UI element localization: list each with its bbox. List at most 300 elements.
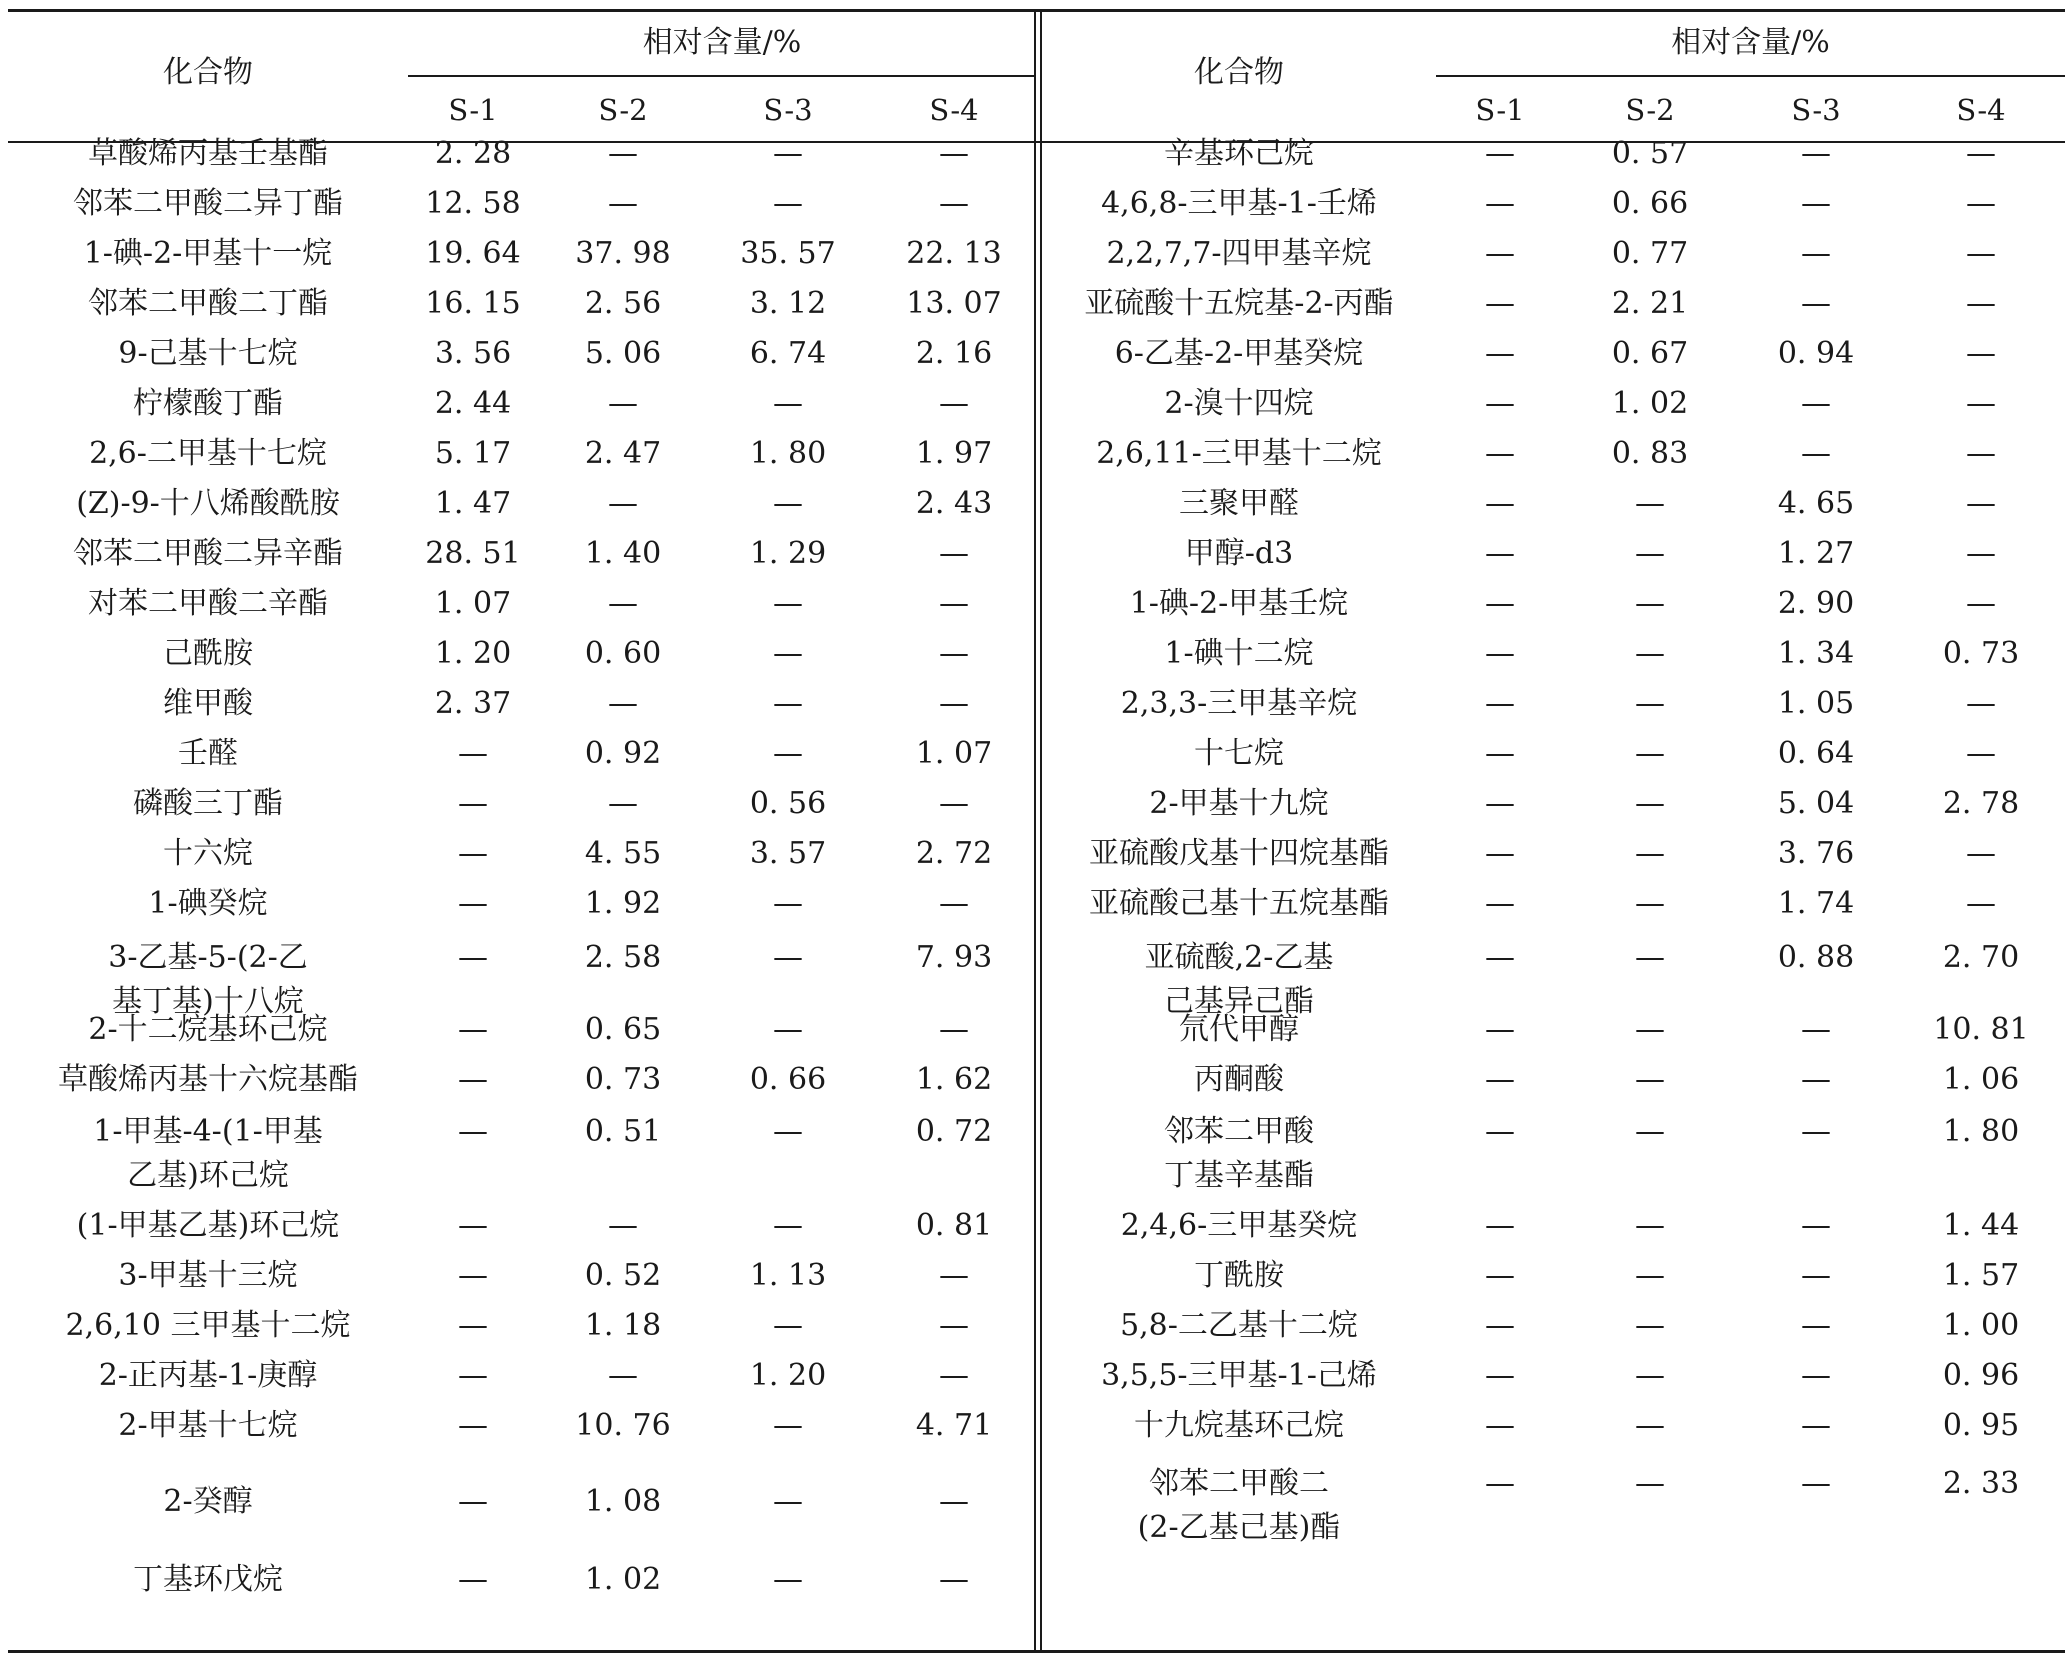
value-s4-left: 2. 72 <box>915 836 993 871</box>
compound-name-line: 1-碘癸烷 <box>148 886 268 921</box>
compound-name-right <box>1042 632 1436 676</box>
value-s3-left: — <box>773 136 803 171</box>
value-s2-right: — <box>1635 1012 1665 1047</box>
value-s4-right: — <box>1966 536 1996 571</box>
compound-name-line: 己基异己酯 <box>1164 984 1314 1019</box>
value-s2-right: — <box>1635 1258 1665 1293</box>
value-s1-left: — <box>458 1308 488 1343</box>
compound-name-right <box>1042 782 1436 826</box>
value-s3-right: 1. 27 <box>1777 536 1855 571</box>
value-s2-left: — <box>608 1358 638 1393</box>
compound-name-right <box>1042 332 1436 376</box>
compound-name-line: 邻苯二甲酸二丁酯 <box>88 286 328 321</box>
compound-name-right <box>1042 1254 1436 1298</box>
value-s1-left: — <box>458 1358 488 1393</box>
value-s3-right: — <box>1801 1208 1831 1243</box>
compound-name-line: (2-乙基己基)酯 <box>1137 1510 1341 1545</box>
compound-name-line: 2,6,11-三甲基十二烷 <box>1096 436 1382 471</box>
value-s3-left: — <box>773 386 803 421</box>
value-s4-left: 13. 07 <box>906 286 1002 321</box>
value-s2-right: 0. 83 <box>1611 436 1689 471</box>
value-s2-left: — <box>608 686 638 721</box>
value-s2-left: 0. 52 <box>584 1258 662 1293</box>
value-s1-right: — <box>1485 136 1515 171</box>
compound-name-right <box>1042 882 1436 926</box>
compound-name-left <box>8 1304 408 1348</box>
compound-name-line: 草酸烯丙基壬基酯 <box>88 136 328 171</box>
value-s4-right: — <box>1966 586 1996 621</box>
value-s2-right: — <box>1635 1114 1665 1149</box>
compound-name-line: 3-甲基十三烷 <box>118 1258 298 1293</box>
compound-name-right <box>1042 1354 1436 1398</box>
value-s1-right: — <box>1485 886 1515 921</box>
compound-name-line: 基丁基)十八烷 <box>112 984 304 1019</box>
value-s4-right: — <box>1966 136 1996 171</box>
value-s3-left: 1. 13 <box>749 1258 827 1293</box>
value-s4-left: — <box>939 786 969 821</box>
value-s1-right: — <box>1485 286 1515 321</box>
value-s3-left: — <box>773 1012 803 1047</box>
value-s3-right: — <box>1801 1408 1831 1443</box>
value-s1-right: — <box>1485 786 1515 821</box>
value-s3-right: 0. 64 <box>1777 736 1855 771</box>
compound-name-line: 邻苯二甲酸二异辛酯 <box>73 536 343 571</box>
value-s1-right: — <box>1485 1358 1515 1393</box>
compound-name-line: 十七烷 <box>1194 736 1284 771</box>
value-s4-right: 0. 73 <box>1942 636 2020 671</box>
value-s3-right: — <box>1801 436 1831 471</box>
value-s4-left: — <box>939 536 969 571</box>
value-s4-left: — <box>939 1012 969 1047</box>
compound-name-left <box>8 1204 408 1248</box>
compound-name-line: 壬醛 <box>178 736 238 771</box>
value-s1-left: — <box>458 1062 488 1097</box>
compound-name-line: 4,6,8-三甲基-1-壬烯 <box>1101 186 1377 221</box>
compound-name-left <box>8 832 408 876</box>
compound-name-line: 邻苯二甲酸二 <box>1149 1466 1329 1501</box>
compound-name-line: 丙酮酸 <box>1194 1062 1284 1097</box>
compound-name-line: 9-己基十七烷 <box>118 336 298 371</box>
compound-name-line: (Z)-9-十八烯酸酰胺 <box>76 486 340 521</box>
compound-name-right <box>1042 1204 1436 1248</box>
value-s2-right: — <box>1635 1408 1665 1443</box>
compound-name-line: 氘代甲醇 <box>1179 1012 1299 1047</box>
value-s4-right: 0. 95 <box>1942 1408 2020 1443</box>
value-s1-right: — <box>1485 1258 1515 1293</box>
value-s2-right: — <box>1635 1466 1665 1501</box>
sample-header-s3-left: S-3 <box>763 93 813 127</box>
compound-name-left <box>8 432 408 476</box>
value-s1-right: — <box>1485 486 1515 521</box>
value-s2-right: — <box>1635 736 1665 771</box>
value-s2-left: 0. 65 <box>584 1012 662 1047</box>
value-s1-right: — <box>1485 1308 1515 1343</box>
value-s1-left: 1. 20 <box>434 636 512 671</box>
sample-header-s4-left: S-4 <box>929 93 979 127</box>
value-s4-left: 22. 13 <box>906 236 1002 271</box>
value-s1-right: — <box>1485 636 1515 671</box>
value-s1-left: 12. 58 <box>425 186 521 221</box>
value-s1-left: — <box>458 886 488 921</box>
value-s4-left: 1. 07 <box>915 736 993 771</box>
compound-name-right <box>1042 232 1436 276</box>
compound-name-line: 十六烷 <box>163 836 253 871</box>
compound-name-left <box>8 1354 408 1398</box>
value-s3-left: — <box>773 1484 803 1519</box>
value-s2-left: — <box>608 386 638 421</box>
compound-name-left <box>8 382 408 426</box>
value-s4-right: — <box>1966 436 1996 471</box>
value-s2-left: 0. 51 <box>584 1114 662 1149</box>
compound-name-line: 对苯二甲酸二辛酯 <box>88 586 328 621</box>
compound-name-left <box>8 732 408 776</box>
compound-name-line: 维甲酸 <box>163 686 253 721</box>
value-s1-right: — <box>1485 436 1515 471</box>
value-s1-right: — <box>1485 1466 1515 1501</box>
value-s3-left: — <box>773 1562 803 1597</box>
value-s3-right: 2. 90 <box>1777 586 1855 621</box>
relative-content-header-right: 相对含量/% <box>1671 25 1830 60</box>
compound-name-line: 丁基环戊烷 <box>133 1562 283 1597</box>
value-s4-right: 1. 00 <box>1942 1308 2020 1343</box>
value-s4-right: — <box>1966 886 1996 921</box>
value-s2-left: 0. 73 <box>584 1062 662 1097</box>
value-s1-left: — <box>458 1012 488 1047</box>
value-s2-left: — <box>608 186 638 221</box>
value-s1-right: — <box>1485 940 1515 975</box>
compound-name-left <box>8 232 408 276</box>
compound-name-line: 亚硫酸十五烷基-2-丙酯 <box>1084 286 1394 321</box>
value-s4-left: — <box>939 686 969 721</box>
value-s2-right: — <box>1635 586 1665 621</box>
compound-name-line: 草酸烯丙基十六烷基酯 <box>58 1062 358 1097</box>
value-s2-left: 1. 18 <box>584 1308 662 1343</box>
compound-name-line: 2,6-二甲基十七烷 <box>89 436 327 471</box>
value-s1-left: 2. 28 <box>434 136 512 171</box>
value-s4-left: — <box>939 886 969 921</box>
value-s4-right: — <box>1966 186 1996 221</box>
value-s1-left: 1. 07 <box>434 586 512 621</box>
compound-name-line: 丁基辛基酯 <box>1164 1158 1314 1193</box>
value-s3-left: — <box>773 586 803 621</box>
compound-name-left <box>8 332 408 376</box>
value-s3-left: — <box>773 886 803 921</box>
value-s2-left: 4. 55 <box>584 836 662 871</box>
compound-name-right <box>1042 1008 1436 1052</box>
value-s3-right: — <box>1801 1114 1831 1149</box>
compound-name-line: 亚硫酸,2-乙基 <box>1144 940 1334 975</box>
value-s2-left: 1. 92 <box>584 886 662 921</box>
compound-name-line: 1-碘-2-甲基壬烷 <box>1129 586 1349 621</box>
compound-name-left <box>8 282 408 326</box>
value-s4-left: 7. 93 <box>915 940 993 975</box>
compound-name-line: 2-癸醇 <box>163 1484 253 1519</box>
value-s1-left: — <box>458 1562 488 1597</box>
header-subrule-right <box>1436 75 2065 77</box>
sample-header-s2-right: S-2 <box>1625 93 1675 127</box>
value-s3-left: 3. 12 <box>749 286 827 321</box>
value-s4-right: 2. 33 <box>1942 1466 2020 1501</box>
value-s3-left: — <box>773 1114 803 1149</box>
value-s2-left: 2. 58 <box>584 940 662 975</box>
value-s4-left: — <box>939 586 969 621</box>
value-s2-left: 1. 02 <box>584 1562 662 1597</box>
value-s3-left: — <box>773 1308 803 1343</box>
compound-name-right <box>1042 1462 1436 1550</box>
value-s4-left: — <box>939 386 969 421</box>
value-s4-right: 1. 80 <box>1942 1114 2020 1149</box>
value-s2-right: 0. 77 <box>1611 236 1689 271</box>
compound-name-line: 丁酰胺 <box>1194 1258 1284 1293</box>
value-s4-right: 2. 78 <box>1942 786 2020 821</box>
value-s2-left: — <box>608 586 638 621</box>
compound-name-line: 亚硫酸戊基十四烷基酯 <box>1089 836 1389 871</box>
compound-name-line: 2,4,6-三甲基癸烷 <box>1120 1208 1358 1243</box>
value-s2-right: — <box>1635 1208 1665 1243</box>
compound-name-line: 3,5,5-三甲基-1-己烯 <box>1101 1358 1377 1393</box>
value-s2-right: — <box>1635 1308 1665 1343</box>
value-s1-right: — <box>1485 836 1515 871</box>
compound-name-left <box>8 1110 408 1198</box>
value-s4-right: — <box>1966 486 1996 521</box>
compound-header-left: 化合物 <box>163 55 253 90</box>
value-s3-left: — <box>773 940 803 975</box>
value-s2-right: — <box>1635 1062 1665 1097</box>
value-s2-right: — <box>1635 686 1665 721</box>
center-divider-a <box>1034 9 1036 1653</box>
value-s1-left: 16. 15 <box>425 286 521 321</box>
value-s3-right: — <box>1801 1258 1831 1293</box>
value-s1-left: — <box>458 836 488 871</box>
value-s1-right: — <box>1485 736 1515 771</box>
value-s1-left: — <box>458 940 488 975</box>
compound-name-left <box>8 182 408 226</box>
value-s2-left: 5. 06 <box>584 336 662 371</box>
value-s4-left: — <box>939 1308 969 1343</box>
compound-name-right <box>1042 1058 1436 1102</box>
value-s1-left: — <box>458 736 488 771</box>
compound-name-left <box>8 1254 408 1298</box>
value-s1-left: — <box>458 786 488 821</box>
compound-name-right <box>1042 182 1436 226</box>
compound-name-left <box>8 1008 408 1052</box>
value-s3-right: — <box>1801 286 1831 321</box>
value-s3-right: — <box>1801 1062 1831 1097</box>
value-s4-left: 2. 43 <box>915 486 993 521</box>
compound-name-line: 己酰胺 <box>163 636 253 671</box>
value-s3-right: — <box>1801 1012 1831 1047</box>
value-s1-right: — <box>1485 386 1515 421</box>
compound-name-line: 2,6,10 三甲基十二烷 <box>65 1308 351 1343</box>
sample-header-s2-left: S-2 <box>598 93 648 127</box>
value-s4-right: — <box>1966 736 1996 771</box>
compound-name-right <box>1042 432 1436 476</box>
sample-header-s1-left: S-1 <box>448 93 498 127</box>
value-s4-left: — <box>939 1358 969 1393</box>
value-s2-left: — <box>608 786 638 821</box>
value-s4-left: 1. 97 <box>915 436 993 471</box>
value-s4-right: — <box>1966 836 1996 871</box>
value-s2-left: 2. 56 <box>584 286 662 321</box>
value-s1-right: — <box>1485 586 1515 621</box>
value-s4-left: 0. 72 <box>915 1114 993 1149</box>
value-s3-left: 1. 20 <box>749 1358 827 1393</box>
value-s3-right: 1. 34 <box>1777 636 1855 671</box>
value-s3-right: 0. 94 <box>1777 336 1855 371</box>
compound-name-line: 2,2,7,7-四甲基辛烷 <box>1106 236 1372 271</box>
value-s3-right: 4. 65 <box>1777 486 1855 521</box>
value-s1-left: — <box>458 1484 488 1519</box>
value-s3-left: — <box>773 1408 803 1443</box>
value-s4-right: 1. 06 <box>1942 1062 2020 1097</box>
compound-name-line: 邻苯二甲酸 <box>1164 1114 1314 1149</box>
value-s3-left: — <box>773 636 803 671</box>
compound-header-right: 化合物 <box>1194 55 1284 90</box>
compound-name-right <box>1042 1304 1436 1348</box>
compound-name-line: 辛基环己烷 <box>1164 136 1314 171</box>
compound-name-line: 5,8-二乙基十二烷 <box>1120 1308 1358 1343</box>
compound-name-line: 亚硫酸己基十五烷基酯 <box>1089 886 1389 921</box>
value-s2-left: 0. 92 <box>584 736 662 771</box>
value-s1-right: — <box>1485 1208 1515 1243</box>
value-s3-right: — <box>1801 186 1831 221</box>
value-s4-left: 1. 62 <box>915 1062 993 1097</box>
value-s3-left: — <box>773 486 803 521</box>
compound-name-right <box>1042 832 1436 876</box>
value-s2-right: — <box>1635 636 1665 671</box>
compound-name-line: 磷酸三丁酯 <box>133 786 283 821</box>
value-s4-left: — <box>939 136 969 171</box>
value-s3-left: 0. 66 <box>749 1062 827 1097</box>
value-s4-right: 2. 70 <box>1942 940 2020 975</box>
value-s1-left: 1. 47 <box>434 486 512 521</box>
value-s3-left: 35. 57 <box>740 236 836 271</box>
value-s2-right: — <box>1635 536 1665 571</box>
sample-header-s1-right: S-1 <box>1475 93 1525 127</box>
compound-name-left <box>8 532 408 576</box>
value-s2-left: — <box>608 486 638 521</box>
compound-name-left <box>8 1058 408 1102</box>
bottom-rule <box>8 1650 2065 1653</box>
value-s4-left: — <box>939 1484 969 1519</box>
value-s1-left: — <box>458 1408 488 1443</box>
value-s2-left: 1. 40 <box>584 536 662 571</box>
value-s1-left: — <box>458 1114 488 1149</box>
value-s4-right: 1. 57 <box>1942 1258 2020 1293</box>
compound-name-line: 十九烷基环己烷 <box>1134 1408 1344 1443</box>
value-s4-left: — <box>939 186 969 221</box>
value-s2-right: 2. 21 <box>1611 286 1689 321</box>
compound-name-right <box>1042 132 1436 176</box>
value-s1-left: 2. 37 <box>434 686 512 721</box>
sample-header-s3-right: S-3 <box>1791 93 1841 127</box>
compound-name-right <box>1042 1110 1436 1198</box>
value-s2-right: 0. 67 <box>1611 336 1689 371</box>
value-s2-left: 2. 47 <box>584 436 662 471</box>
value-s3-right: 3. 76 <box>1777 836 1855 871</box>
value-s4-left: 0. 81 <box>915 1208 993 1243</box>
compound-name-right <box>1042 582 1436 626</box>
compound-name-left <box>8 682 408 726</box>
value-s1-right: — <box>1485 236 1515 271</box>
value-s2-right: 0. 57 <box>1611 136 1689 171</box>
value-s4-right: — <box>1966 386 1996 421</box>
value-s3-left: — <box>773 686 803 721</box>
value-s1-right: — <box>1485 1062 1515 1097</box>
value-s4-right: — <box>1966 336 1996 371</box>
value-s4-left: — <box>939 1562 969 1597</box>
value-s2-right: 0. 66 <box>1611 186 1689 221</box>
value-s1-left: 3. 56 <box>434 336 512 371</box>
value-s1-right: — <box>1485 336 1515 371</box>
value-s4-left: 4. 71 <box>915 1408 993 1443</box>
compound-name-left <box>8 882 408 926</box>
value-s4-right: — <box>1966 236 1996 271</box>
value-s2-left: 10. 76 <box>575 1408 671 1443</box>
value-s3-left: 6. 74 <box>749 336 827 371</box>
compound-name-line: 乙基)环己烷 <box>127 1158 289 1193</box>
compound-name-right <box>1042 482 1436 526</box>
value-s3-left: 3. 57 <box>749 836 827 871</box>
value-s2-right: — <box>1635 486 1665 521</box>
value-s3-left: 0. 56 <box>749 786 827 821</box>
value-s2-left: 37. 98 <box>575 236 671 271</box>
value-s3-left: 1. 29 <box>749 536 827 571</box>
top-rule <box>8 9 2065 12</box>
value-s1-right: — <box>1485 686 1515 721</box>
value-s2-right: — <box>1635 786 1665 821</box>
compound-name-left <box>8 582 408 626</box>
value-s1-right: — <box>1485 536 1515 571</box>
value-s1-left: — <box>458 1258 488 1293</box>
compound-name-line: 1-碘-2-甲基十一烷 <box>83 236 333 271</box>
compound-name-line: 邻苯二甲酸二异丁酯 <box>73 186 343 221</box>
compound-name-line: (1-甲基乙基)环己烷 <box>76 1208 340 1243</box>
value-s1-left: 5. 17 <box>434 436 512 471</box>
value-s1-left: 28. 51 <box>425 536 521 571</box>
value-s2-right: 1. 02 <box>1611 386 1689 421</box>
value-s3-right: — <box>1801 1358 1831 1393</box>
compound-name-left <box>8 782 408 826</box>
value-s1-left: — <box>458 1208 488 1243</box>
compound-name-line: 2-甲基十七烷 <box>118 1408 298 1443</box>
value-s2-right: — <box>1635 1358 1665 1393</box>
value-s2-left: 1. 08 <box>584 1484 662 1519</box>
value-s1-left: 19. 64 <box>425 236 521 271</box>
value-s4-left: — <box>939 636 969 671</box>
compound-name-line: 2-正丙基-1-庚醇 <box>98 1358 318 1393</box>
compound-name-right <box>1042 732 1436 776</box>
value-s1-right: — <box>1485 1408 1515 1443</box>
header-subrule-left <box>408 75 1036 77</box>
compound-name-left <box>8 1404 408 1448</box>
compound-name-line: 1-碘十二烷 <box>1164 636 1314 671</box>
compound-name-right <box>1042 282 1436 326</box>
value-s1-right: — <box>1485 1114 1515 1149</box>
value-s2-left: — <box>608 1208 638 1243</box>
relative-content-header-left: 相对含量/% <box>642 25 802 60</box>
compound-name-line: 6-乙基-2-甲基癸烷 <box>1114 336 1364 371</box>
compound-name-right <box>1042 532 1436 576</box>
value-s3-right: — <box>1801 386 1831 421</box>
value-s4-right: 0. 96 <box>1942 1358 2020 1393</box>
compound-name-right <box>1042 1404 1436 1448</box>
value-s2-right: — <box>1635 940 1665 975</box>
value-s3-right: 1. 74 <box>1777 886 1855 921</box>
value-s3-right: — <box>1801 236 1831 271</box>
compound-name-line: 2-甲基十九烷 <box>1149 786 1329 821</box>
value-s3-right: 0. 88 <box>1777 940 1855 975</box>
